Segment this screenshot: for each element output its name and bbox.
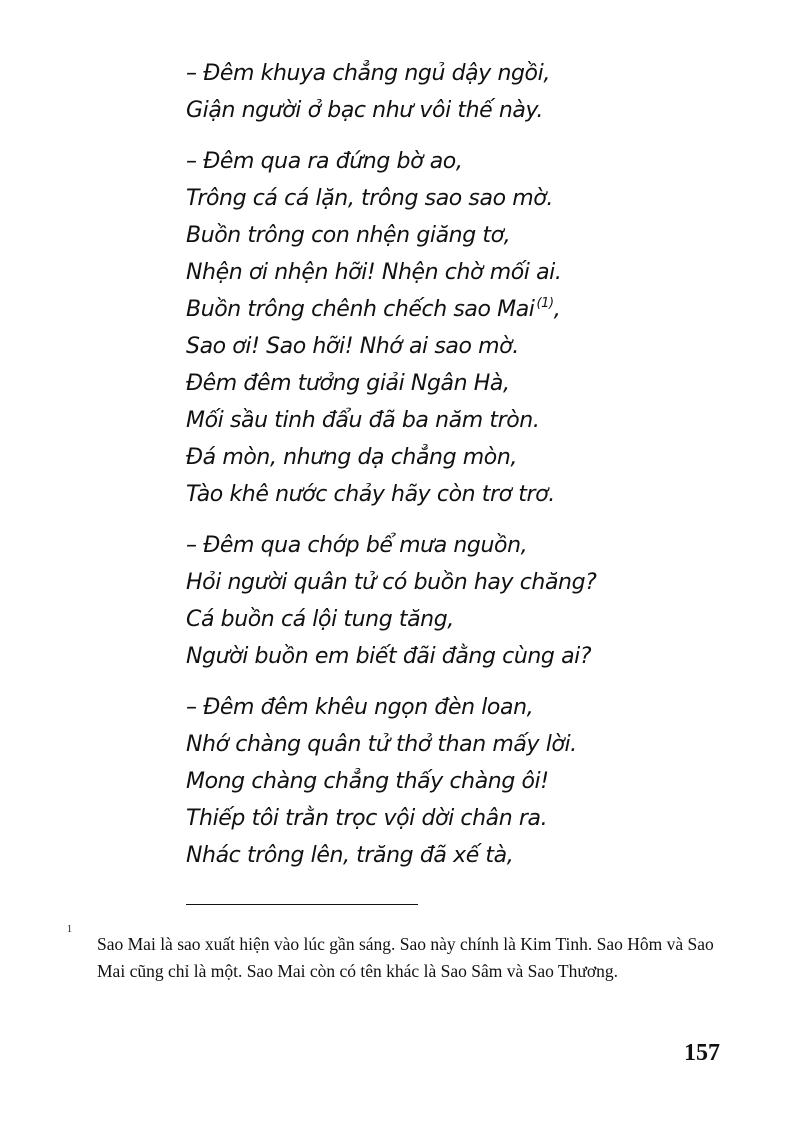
stanza-2 [186,143,746,513]
verse-line: Thiếp tôi trằn trọc vội dời chân ra. [186,806,548,831]
verse-line: Giận người ở bạc như vôi thế này. [186,98,544,123]
verse-line: Tào khê nước chảy hãy còn trơ trơ. [186,482,555,507]
verse-line: Hỏi người quân tử có buồn hay chăng? [186,570,597,595]
footnote-reference[interactable]: (1) [536,296,554,311]
verse-line: Nhện ơi nhện hỡi! Nhện chờ mối ai. [186,260,562,285]
stanza-4 [186,689,746,874]
footnote-mark: 1 [67,924,72,935]
verse-punctuation: , [553,297,561,322]
verse-line-with-footnote [186,291,746,328]
page-number: 157 [684,1040,720,1066]
verse-text: Buồn trông chênh chếch sao Mai [186,297,535,322]
footnote [67,924,737,985]
verse-line: Sao ơi! Sao hỡi! Nhớ ai sao mờ. [186,334,519,359]
verse-line: Cá buồn cá lội tung tăng, [186,607,454,632]
verse-line: Mong chàng chẳng thấy chàng ôi! [186,769,549,794]
verse-line: – Đêm qua ra đứng bờ ao, [186,149,463,174]
verse-line: Buồn trông con nhện giăng tơ, [186,223,511,248]
verse-line: Đá mòn, nhưng dạ chẳng mòn, [186,445,517,470]
poem [186,55,746,874]
verse-line: Đêm đêm tưởng giải Ngân Hà, [186,371,510,396]
footnote-text: Sao Mai là sao xuất hiện vào lúc gần sáng. Sao này chính là Kim Tinh. Sao Hôm và Sao Mai cũng chỉ là một. Sao Mai còn có tên khác là Sao Sâm và Sao Thương. [97,934,714,981]
verse-line: – Đêm đêm khêu ngọn đèn loan, [186,695,534,720]
verse-line: Người buồn em biết đãi đằng cùng ai? [186,644,592,669]
footnote-divider [186,904,418,905]
verse-line: Trông cá cá lặn, trông sao sao mờ. [186,186,553,211]
verse-line: – Đêm qua chớp bể mưa nguồn, [186,533,528,558]
verse-line: Nhớ chàng quân tử thở than mấy lời. [186,732,577,757]
verse-line: Nhác trông lên, trăng đã xế tà, [186,843,514,868]
stanza-1 [186,55,746,129]
verse-line: – Đêm khuya chẳng ngủ dậy ngồi, [186,61,550,86]
stanza-3 [186,527,746,675]
verse-line: Mối sầu tinh đẩu đã ba năm tròn. [186,408,540,433]
